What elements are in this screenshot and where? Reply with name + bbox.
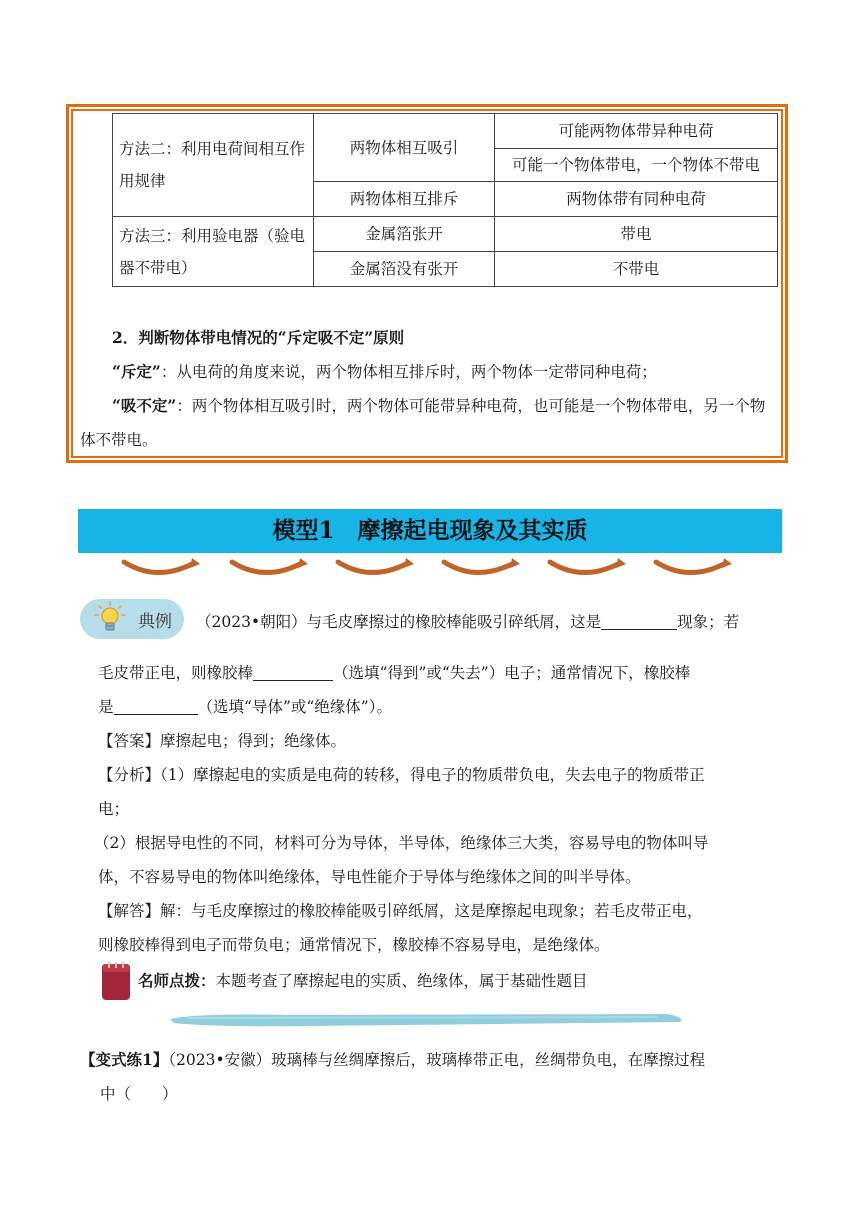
q3-text-b: （选填“导体”或“绝缘体”）。 xyxy=(197,698,392,716)
analysis-line-4: 体，不容易导电的物体叫绝缘体，导电性能介于导体与绝缘体之间的叫半导体。 xyxy=(98,868,641,886)
question-line-1 xyxy=(196,605,786,639)
arc-2 xyxy=(232,562,300,573)
principle-xi xyxy=(80,389,780,457)
chi-text: ：从电荷的角度来说，两个物体相互排斥时，两个物体一定带同种电荷； xyxy=(160,363,657,381)
foil-closed-cell: 金属箔没有张开 xyxy=(314,252,495,287)
blank-1[interactable] xyxy=(601,609,677,630)
xi-key: “吸不定” xyxy=(112,396,177,415)
repel-cell: 两物体相互排斥 xyxy=(314,182,495,217)
repel-result: 两物体带有同种电荷 xyxy=(495,182,778,217)
q2-text-a: 毛皮带正电，则橡胶棒 xyxy=(98,664,254,682)
exercise-line-2: 中（ ） xyxy=(100,1085,178,1103)
solution-line-2: 则橡胶棒得到电子而带负电；通常情况下，橡胶棒不容易导电，是绝缘体。 xyxy=(98,936,610,954)
xi-text: ：两个物体相互吸引时，两个物体可能带异种电荷，也可能是一个物体带电，另一个物体不带电。 xyxy=(80,397,766,449)
arc-4 xyxy=(444,562,512,573)
example-tag xyxy=(80,599,184,639)
method2-cell: 方法二：利用电荷间相互作用规律 xyxy=(113,114,314,217)
foil-open-result: 带电 xyxy=(495,217,778,252)
tip-label: 名师点拨： xyxy=(138,971,216,990)
q3-text-a: 是 xyxy=(98,698,114,716)
lightbulb-icon xyxy=(92,601,128,637)
teacher-tip xyxy=(138,964,828,998)
solution-line-1: 【解答】解：与毛皮摩擦过的橡胶棒能吸引碎纸屑，这是摩擦起电现象；若毛皮带正电， xyxy=(98,902,703,920)
analysis-line-2: 电； xyxy=(98,800,130,818)
arc-3 xyxy=(338,562,406,573)
chi-key: “斥定” xyxy=(112,362,161,381)
arc-1 xyxy=(124,562,192,573)
example-label: 典例 xyxy=(138,612,172,632)
analysis-line-1: 【分析】（1）摩擦起电的实质是电荷的转移，得电子的物质带负电，失去电子的物质带正 xyxy=(98,766,705,784)
foil-closed-result: 不带电 xyxy=(495,252,778,287)
q2-text-b: （选填“得到”或“失去”）电子；通常情况下，橡胶棒 xyxy=(333,664,691,682)
attract-result-1: 可能两物体带异种电荷 xyxy=(495,114,778,149)
q1-text-b: 现象；若 xyxy=(677,613,740,631)
question-line-2 xyxy=(98,656,788,690)
blank-3[interactable] xyxy=(114,694,198,715)
method3-cell: 方法三：利用验电器（验电器不带电） xyxy=(113,217,314,287)
tip-text: 本题考查了摩擦起电的实质、绝缘体，属于基础性题目 xyxy=(215,972,588,990)
principle-chi xyxy=(112,355,782,389)
attract-cell: 两物体相互吸引 xyxy=(314,114,495,182)
principle-heading: 2．判断物体带电情况的“斥定吸不定”原则 xyxy=(112,328,405,347)
blank-2[interactable] xyxy=(253,660,333,681)
foil-open-cell: 金属箔张开 xyxy=(314,217,495,252)
exercise-label: 【变式练1】 xyxy=(80,1050,169,1069)
question-line-3 xyxy=(98,690,788,724)
method-table xyxy=(112,113,778,287)
brush-stripe xyxy=(168,1010,688,1030)
answer-line: 【答案】摩擦起电；得到；绝缘体。 xyxy=(98,732,347,750)
model-banner: 模型1 摩擦起电现象及其实质 xyxy=(78,509,782,553)
arc-6 xyxy=(656,562,724,573)
decorative-arcs xyxy=(110,556,750,584)
q1-text-a: （2023•朝阳）与毛皮摩擦过的橡胶棒能吸引碎纸屑，这是 xyxy=(196,613,602,631)
notebook-icon xyxy=(100,962,132,1002)
arc-5 xyxy=(550,562,618,573)
exercise-line-1 xyxy=(80,1043,786,1077)
analysis-line-3: （2）根据导电性的不同，材料可分为导体，半导体，绝缘体三大类，容易导电的物体叫导 xyxy=(94,834,709,852)
attract-result-2: 可能一个物体带电，一个物体不带电 xyxy=(495,149,778,182)
exercise-text-a: （2023•安徽）玻璃棒与丝绸摩擦后，玻璃棒带正电，丝绸带负电，在摩擦过程 xyxy=(168,1051,706,1069)
